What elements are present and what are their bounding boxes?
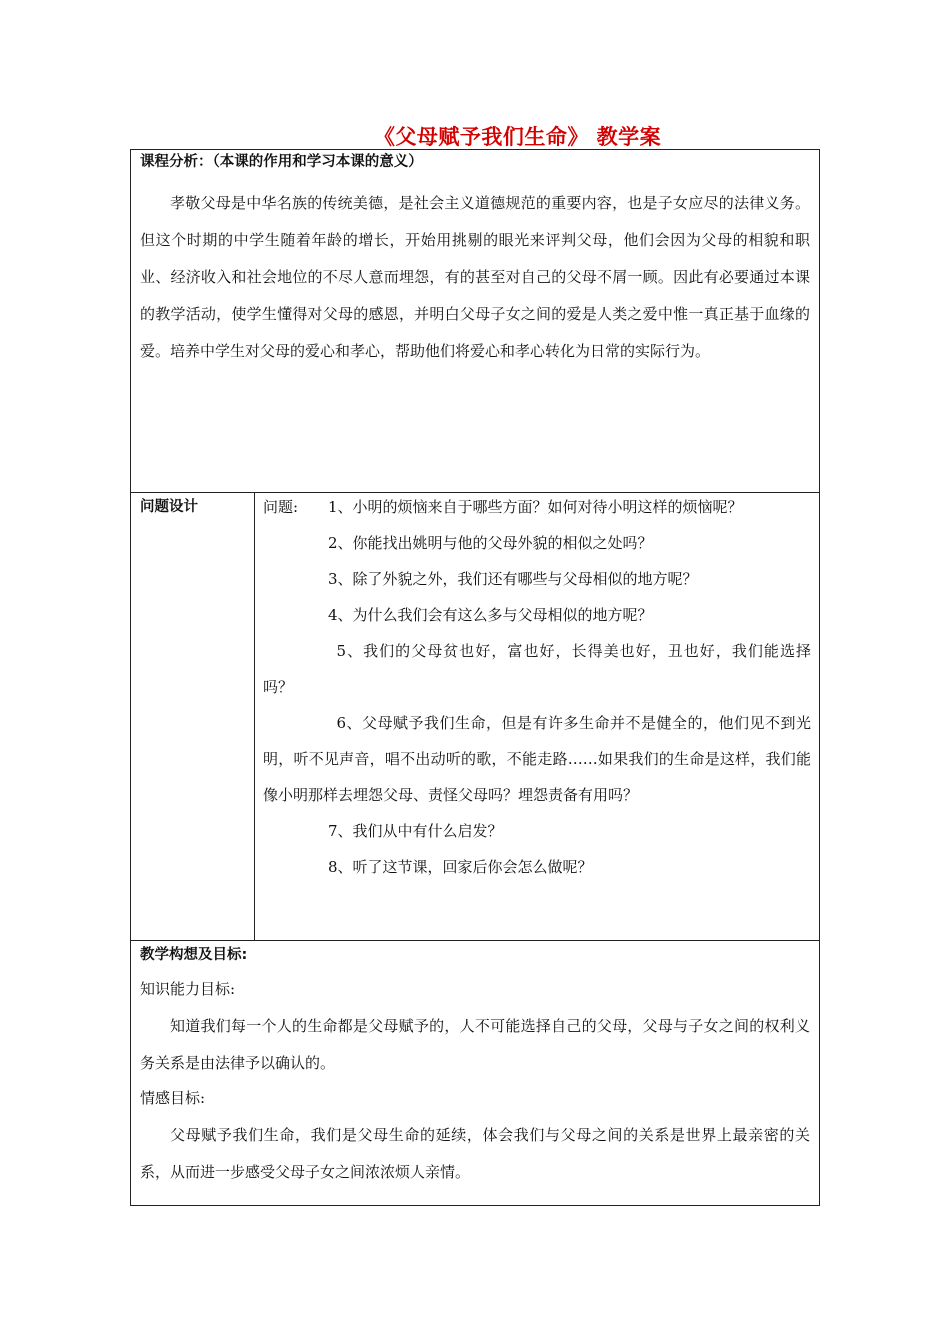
question-item-8: 8、听了这节课，回家后你会怎么做呢？ <box>328 858 593 876</box>
question-design-label: 问题设计 <box>140 499 198 515</box>
question-item-7: 7、我们从中有什么启发？ <box>328 822 503 840</box>
knowledge-goal-text: 知道我们每一个人的生命都是父母赋予的，人不可能选择自己的父母，父母与子女之间的权利义务关系是由法律予以确认的。 <box>140 1017 810 1072</box>
question-text: 1、小明的烦恼来自于哪些方面？如何对待小明这样的烦恼呢？ <box>328 498 743 516</box>
question-design-row <box>131 493 820 941</box>
question-item-5: 5、我们的父母贫也好，富也好，长得美也好，丑也好，我们能选择吗？ <box>263 642 811 696</box>
emotion-goal-text: 父母赋予我们生命，我们是父母生命的延续，体会我们与父母之间的关系是世界上最亲密的关系，从而进一步感受父母子女之间浓浓烦人亲情。 <box>140 1126 810 1181</box>
teaching-goals-heading: 教学构想及目标: <box>140 947 248 963</box>
course-analysis-paragraph: 孝敬父母是中华名族的传统美德，是社会主义道德规范的重要内容，也是子女应尽的法律义务。但这个时期的中学生随着年龄的增长，开始用挑剔的眼光来评判父母，他们会因为父母的相貌和职业、经济收入和社会地位的不尽人意而埋怨，有的甚至对自己的父母不屑一顾。因此有必要通过本课的教学活动，使学生懂得对父母的感恩，并明白父母子女之间的爱是人类之爱中惟一真正基于血缘的爱。培养中学生对父母的爱心和孝心，帮助他们将爱心和孝心转化为日常的实际行为。 <box>140 194 810 360</box>
teaching-goals-row <box>131 941 820 1206</box>
emotion-goal-label: 情感目标: <box>140 1089 206 1107</box>
knowledge-goal-label: 知识能力目标: <box>140 980 236 998</box>
course-analysis-row <box>131 150 820 493</box>
question-item-1 <box>263 489 811 525</box>
question-item-6: 6、父母赋予我们生命，但是有许多生命并不是健全的，他们见不到光明，听不见声音，唱不出动听的歌，不能走路……如果我们的生命是这样，我们能像小明那样去埋怨父母、责怪父母吗？埋怨责备有用吗？ <box>263 714 811 804</box>
question-item-3: 3、除了外貌之外，我们还有哪些与父母相似的地方呢？ <box>328 570 698 588</box>
course-analysis-heading: 课程分析：（本课的作用和学习本课的意义） <box>140 154 423 170</box>
question-prefix: 问题: <box>263 498 299 516</box>
question-item-2: 2、你能找出姚明与他的父母外貌的相似之处吗？ <box>328 534 653 552</box>
lesson-plan-table <box>130 149 820 1206</box>
page-title: 《父母赋予我们生命》 教学案 <box>373 125 662 149</box>
question-item-4: 4、为什么我们会有这么多与父母相似的地方呢？ <box>328 606 653 624</box>
